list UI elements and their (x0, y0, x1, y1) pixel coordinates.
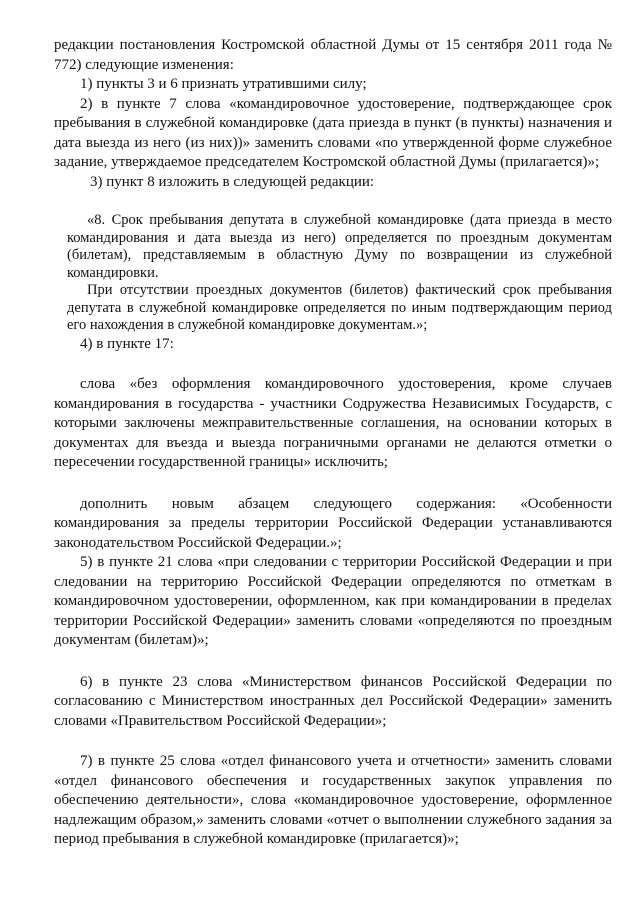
quote-paragraph-1: «8. Срок пребывания депутата в служебной командировке (дата приезда в место командирования и дата выезда из него) определяется по проездным документам (билетам), представляемым в областную Думу по возвращении из служебной командировки. (67, 212, 612, 281)
quote-paragraph-2: При отсутствии проездных документов (билетов) фактический срок пребывания депутата в служебной командировке определяется по иным подтверждающим период его нахождения в служебной командировке документам.»; (67, 282, 612, 333)
paragraph-item-5: 5) в пункте 21 слова «при следовании с территории Российской Федерации и при следовании на территорию Российской Федерации определяются по отметкам в командировочном удостоверении, оформленном, как при командировании в пределах территории Российской Федерации» заменить словами «определяются по проездным документам (билетам)»; (54, 554, 612, 648)
paragraph-intro: редакции постановления Костромской областной Думы от 15 сентября 2011 года № 772) следующие изменения: (54, 37, 612, 73)
paragraph-item-1: 1) пункты 3 и 6 признать утратившими силу; (80, 76, 367, 92)
paragraph-item-4-words: слова «без оформления командировочного удостоверения, кроме случаев командирования в государства - участники Содружества Независимых Государств, с которыми заключены межправительственные соглашения, на основании которых в документах для въезда и выезда пограничными органами не делаются отметки о пересечении государственной границы» исключить; (54, 376, 612, 470)
quoted-point-8 (67, 212, 612, 335)
paragraph-item-4: 4) в пункте 17: (80, 335, 174, 352)
paragraph-item-7: 7) в пункте 25 слова «отдел финансового учета и отчетности» заменить словами «отдел финансового обеспечения и государственных закупок управления по обеспечению деятельности», слова «командировочное удостоверение, оформленное надлежащим образом,» заменить словами «отчет о выполнении служебного задания за период пребывания в служебной командировке (прилагается)»; (54, 753, 612, 847)
document-page (54, 36, 612, 850)
paragraph-item-3: 3) пункт 8 изложить в следующей редакции: (90, 173, 375, 190)
paragraph-item-4-add: дополнить новым абзацем следующего содержания: «Особенности командирования за пределы территории Российской Федерации устанавливаются законодательством Российской Федерации.»; (54, 495, 612, 551)
paragraph-item-2: 2) в пункте 7 слова «командировочное удостоверение, подтверждающее срок пребывания в служебной командировке (дата приезда в пункт (в пункты) назначения и дата выезда из него (из них))» заменить словами «по утвержденной форме служебное задание, утверждаемое председателем Костромской областной Думы (прилагается)»; (54, 95, 612, 170)
paragraph-item-6: 6) в пункте 23 слова «Министерством финансов Российской Федерации по согласованию с Министерством иностранных дел Российской Федерации» заменить словами «Правительством Российской Федерации»; (54, 673, 612, 729)
